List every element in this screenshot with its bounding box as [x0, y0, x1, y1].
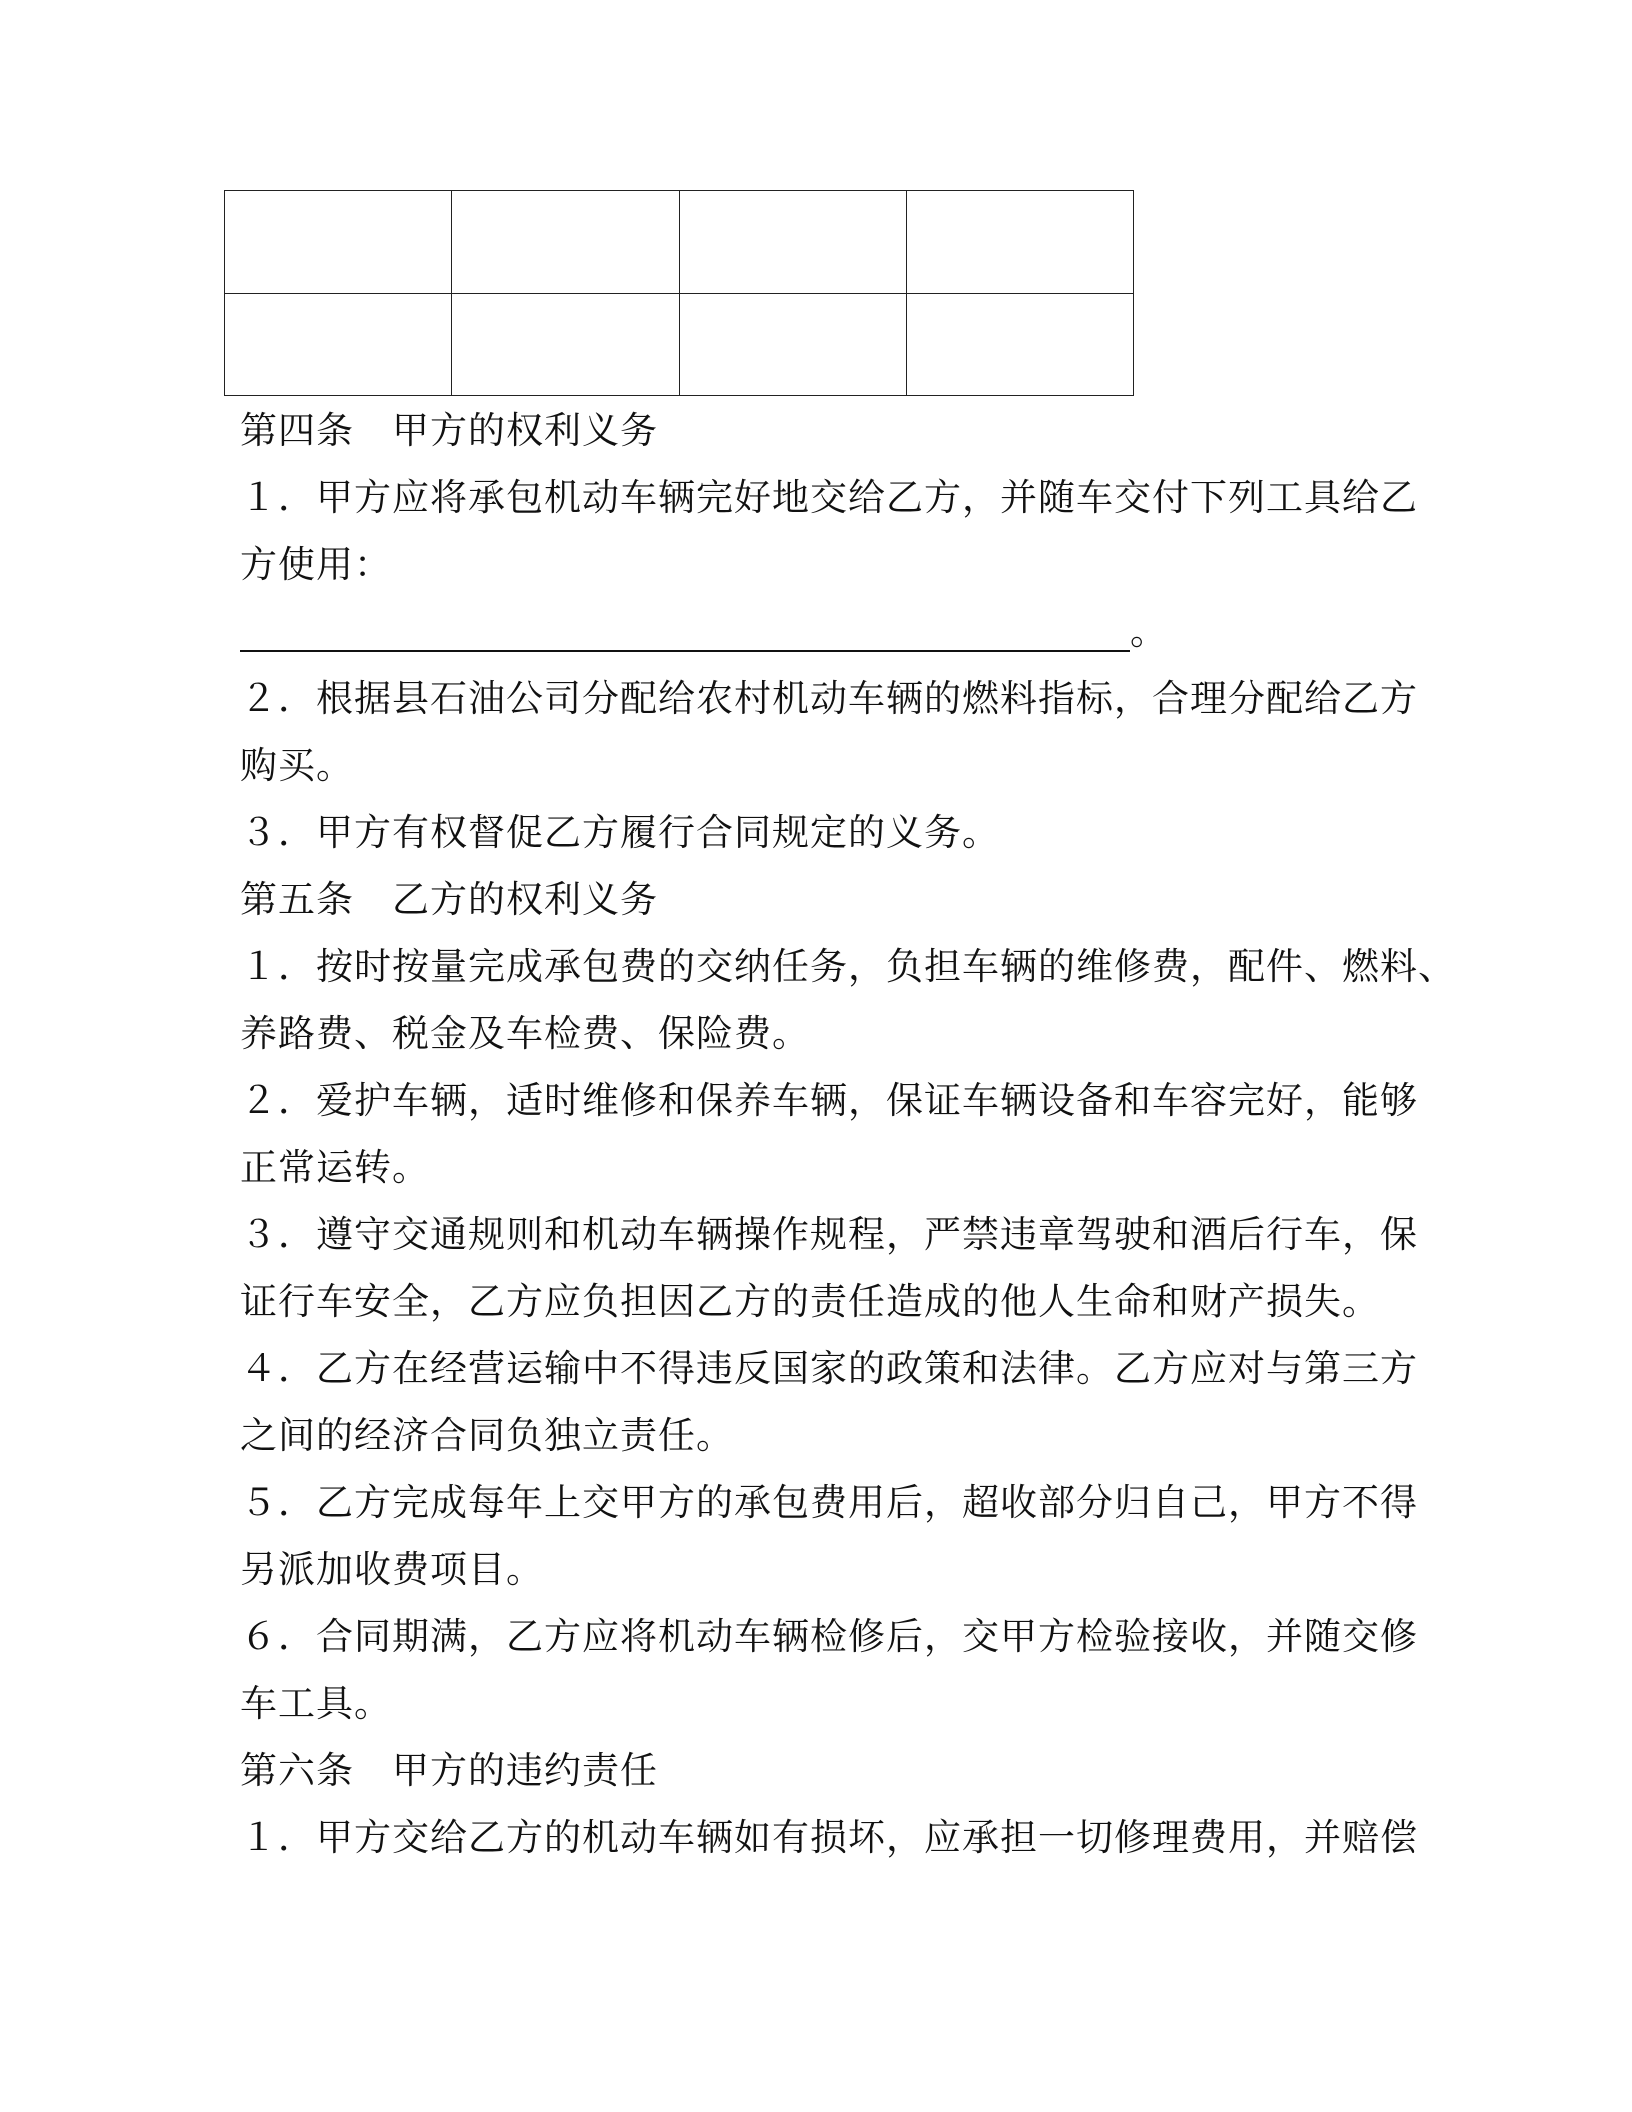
article5-item6-line1: ６．合同期满，乙方应将机动车辆检修后，交甲方检验接收，并随交修: [240, 1615, 1418, 1658]
article5-item5-line2: 另派加收费项目。: [240, 1548, 544, 1591]
table-cell: [679, 191, 906, 294]
contract-body: [240, 397, 1456, 1871]
article5-item2-line1: ２．爱护车辆，适时维修和保养车辆，保证车辆设备和车容完好，能够: [240, 1079, 1418, 1122]
blank-period: 。: [1130, 610, 1168, 653]
article5-item3-line2: 证行车安全，乙方应负担因乙方的责任造成的他人生命和财产损失。: [240, 1280, 1380, 1323]
article6-heading: 第六条 甲方的违约责任: [240, 1749, 658, 1792]
article4-item3: ３．甲方有权督促乙方履行合同规定的义务。: [240, 811, 1000, 854]
article5-item4-line1: ４．乙方在经营运输中不得违反国家的政策和法律。乙方应对与第三方: [240, 1347, 1418, 1390]
article5-item6-line2: 车工具。: [240, 1682, 392, 1725]
table-cell: [906, 191, 1133, 294]
article4-item2-line1: ２．根据县石油公司分配给农村机动车辆的燃料指标，合理分配给乙方: [240, 677, 1418, 720]
article5-item5-line1: ５．乙方完成每年上交甲方的承包费用后，超收部分归自己，甲方不得: [240, 1481, 1418, 1524]
table-cell: [225, 293, 452, 396]
article5-item1-line1: １．按时按量完成承包费的交纳任务，负担车辆的维修费，配件、燃料、: [240, 945, 1456, 988]
article6-item1-line1: １．甲方交给乙方的机动车辆如有损坏，应承担一切修理费用，并赔偿: [240, 1816, 1418, 1859]
article5-item3-line1: ３．遵守交通规则和机动车辆操作规程，严禁违章驾驶和酒后行车，保: [240, 1213, 1418, 1256]
table-cell: [679, 293, 906, 396]
table-cell: [452, 293, 679, 396]
article5-item1-line2: 养路费、税金及车检费、保险费。: [240, 1012, 810, 1055]
blank-underline: [240, 650, 1130, 652]
article4-item1-line1: １．甲方应将承包机动车辆完好地交给乙方，并随车交付下列工具给乙: [240, 476, 1418, 519]
article4-item1-line2: 方使用：: [240, 543, 392, 586]
table-cell: [906, 293, 1133, 396]
tools-blank-line: [240, 598, 1390, 665]
article5-item4-line2: 之间的经济合同负独立责任。: [240, 1414, 734, 1457]
table-row: [225, 293, 1134, 396]
article4-item2-line2: 购买。: [240, 744, 354, 787]
article5-item2-line2: 正常运转。: [240, 1146, 430, 1189]
article5-heading: 第五条 乙方的权利义务: [240, 878, 658, 921]
article4-heading: 第四条 甲方的权利义务: [240, 409, 658, 452]
table-row: [225, 191, 1134, 294]
table-cell: [225, 191, 452, 294]
blank-table: [224, 190, 1134, 396]
table-cell: [452, 191, 679, 294]
